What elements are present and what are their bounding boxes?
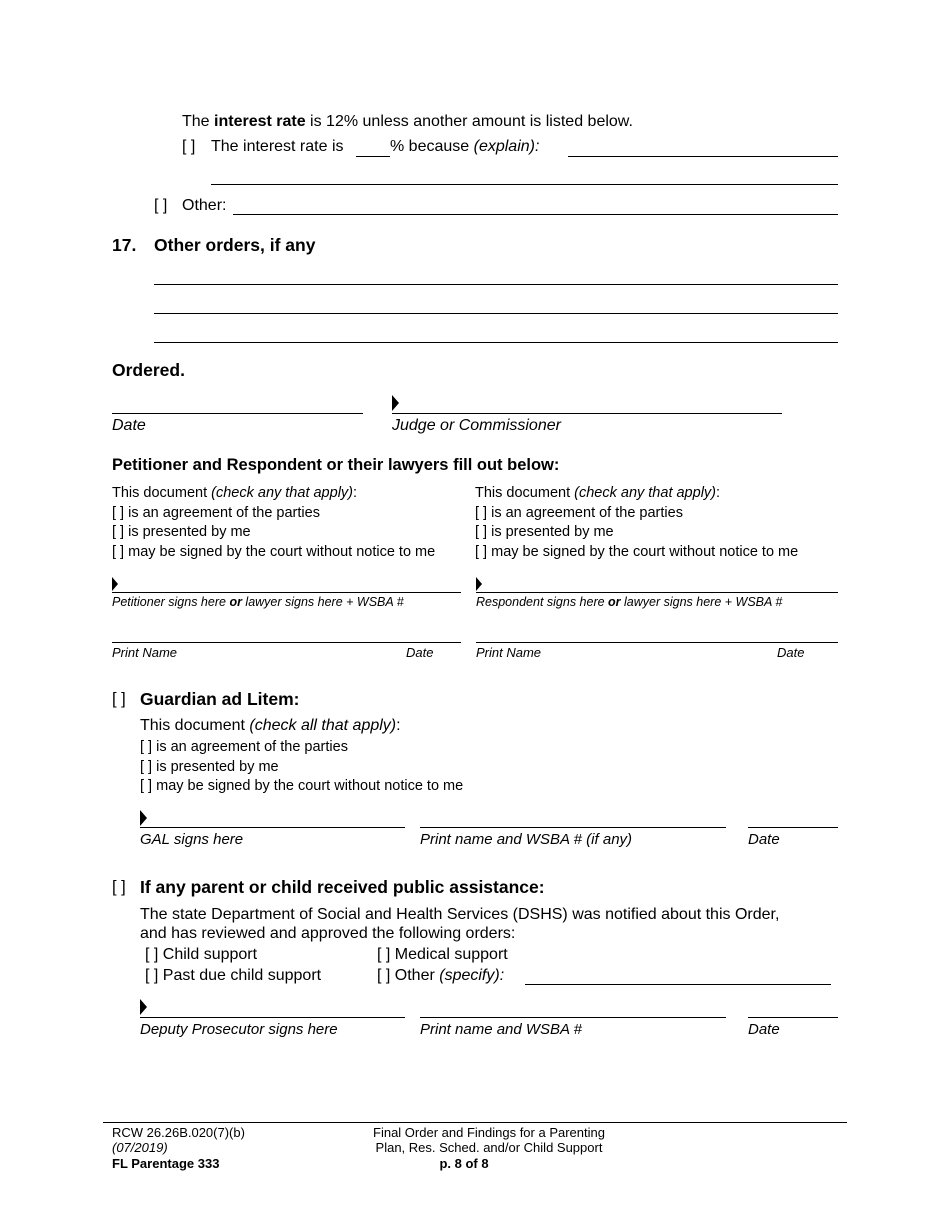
respondent-option-no-notice[interactable]: [ ] may be signed by the court without notice to me: [475, 544, 799, 560]
respondent-print-name-label: Print Name: [476, 645, 542, 660]
other-label: Other:: [182, 197, 227, 214]
respondent-arrow-icon: [476, 577, 482, 591]
prosecutor-print-label: Print name and WSBA #: [420, 1021, 583, 1038]
footer-rcw: RCW 26.26B.020(7)(b): [112, 1125, 245, 1140]
interest-rate-bold: interest rate: [214, 113, 306, 130]
assistance-option-child-support[interactable]: [ ] Child support: [145, 946, 258, 963]
footer-date: (07/2019): [112, 1140, 168, 1155]
other-orders-line-3[interactable]: [154, 342, 838, 343]
interest-rate-checkbox[interactable]: [ ]: [182, 138, 196, 155]
gal-signature-line[interactable]: [140, 827, 405, 828]
ordered-date-line[interactable]: [112, 413, 363, 414]
petitioner-arrow-icon: [112, 577, 118, 591]
respondent-print-name-line[interactable]: [476, 642, 838, 643]
gal-title: Guardian ad Litem:: [140, 689, 300, 709]
petitioner-print-name-label: Print Name: [112, 645, 178, 660]
ordered-date-label: Date: [112, 417, 146, 434]
interest-rate-input-line[interactable]: [356, 156, 390, 157]
petitioner-option-agreement[interactable]: [ ] is an agreement of the parties: [112, 505, 320, 521]
interest-rate-statement: The interest rate is 12% unless another amount is listed below.: [182, 113, 633, 130]
section-17-number: 17.: [112, 235, 137, 255]
judge-label: Judge or Commissioner: [392, 417, 561, 434]
footer-divider: [103, 1122, 847, 1123]
assistance-paragraph-line-2: and has reviewed and approved the following orders:: [140, 925, 516, 942]
gal-option-agreement[interactable]: [ ] is an agreement of the parties: [140, 739, 348, 755]
assistance-title: If any parent or child received public assistance:: [140, 877, 545, 897]
prosecutor-date-line[interactable]: [748, 1017, 838, 1018]
assistance-option-other[interactable]: [ ] Other (specify):: [377, 967, 505, 984]
interest-explain-line-1[interactable]: [568, 156, 838, 157]
petitioner-option-presented[interactable]: [ ] is presented by me: [112, 524, 251, 540]
petitioner-option-no-notice[interactable]: [ ] may be signed by the court without notice to me: [112, 544, 436, 560]
interest-rate-label: The interest rate is: [211, 138, 344, 155]
gal-date-label: Date: [748, 831, 780, 848]
respondent-date-label: Date: [777, 645, 805, 660]
assistance-other-specify-line[interactable]: [525, 984, 831, 985]
other-orders-line-2[interactable]: [154, 313, 838, 314]
gal-print-name-line[interactable]: [420, 827, 726, 828]
assistance-option-past-due[interactable]: [ ] Past due child support: [145, 967, 322, 984]
respondent-signature-line[interactable]: [476, 592, 838, 593]
gal-option-presented[interactable]: [ ] is presented by me: [140, 759, 279, 775]
gal-date-line[interactable]: [748, 827, 838, 828]
other-checkbox[interactable]: [ ]: [154, 197, 168, 214]
signature-arrow-icon: [392, 395, 399, 411]
respondent-option-agreement[interactable]: [ ] is an agreement of the parties: [475, 505, 683, 521]
gal-doc-label: This document (check all that apply):: [140, 717, 401, 734]
respondent-option-presented[interactable]: [ ] is presented by me: [475, 524, 614, 540]
gal-option-no-notice[interactable]: [ ] may be signed by the court without notice to me: [140, 778, 464, 794]
prosecutor-date-label: Date: [748, 1021, 780, 1038]
footer-page-number: p. 8 of 8: [439, 1156, 489, 1171]
petitioner-signature-line[interactable]: [112, 592, 461, 593]
footer-title-line-1: Final Order and Findings for a Parenting: [373, 1125, 605, 1140]
assistance-option-medical[interactable]: [ ] Medical support: [377, 946, 508, 963]
respondent-sign-label: Respondent signs here or lawyer signs here + WSBA #: [476, 595, 783, 609]
prosecutor-sign-label: Deputy Prosecutor signs here: [140, 1021, 338, 1038]
other-orders-line-1[interactable]: [154, 284, 838, 285]
section-17-title: Other orders, if any: [154, 235, 316, 255]
prosecutor-print-name-line[interactable]: [420, 1017, 726, 1018]
petitioner-date-label: Date: [406, 645, 434, 660]
assistance-checkbox[interactable]: [ ]: [112, 878, 126, 896]
gal-print-label: Print name and WSBA # (if any): [420, 831, 633, 848]
footer-form-id: FL Parentage 333: [112, 1156, 220, 1171]
petitioner-sign-label: Petitioner signs here or lawyer signs here + WSBA #: [112, 595, 404, 609]
ordered-title: Ordered.: [112, 360, 185, 380]
parties-heading: Petitioner and Respondent or their lawyers fill out below:: [112, 456, 560, 474]
gal-checkbox[interactable]: [ ]: [112, 690, 126, 708]
interest-because-label: % because (explain):: [390, 138, 540, 155]
assistance-paragraph-line-1: The state Department of Social and Health Services (DSHS) was notified about this Order,: [140, 906, 780, 923]
petitioner-print-name-line[interactable]: [112, 642, 461, 643]
other-input-line[interactable]: [233, 214, 838, 215]
judge-signature-line[interactable]: [392, 413, 782, 414]
interest-explain-line-2[interactable]: [211, 184, 838, 185]
gal-sign-label: GAL signs here: [140, 831, 244, 848]
prosecutor-signature-line[interactable]: [140, 1017, 405, 1018]
petitioner-doc-label: This document (check any that apply):: [112, 485, 358, 501]
prosecutor-arrow-icon: [140, 999, 147, 1015]
gal-arrow-icon: [140, 810, 147, 826]
footer-title-line-2: Plan, Res. Sched. and/or Child Support: [375, 1140, 603, 1155]
respondent-doc-label: This document (check any that apply):: [475, 485, 721, 501]
